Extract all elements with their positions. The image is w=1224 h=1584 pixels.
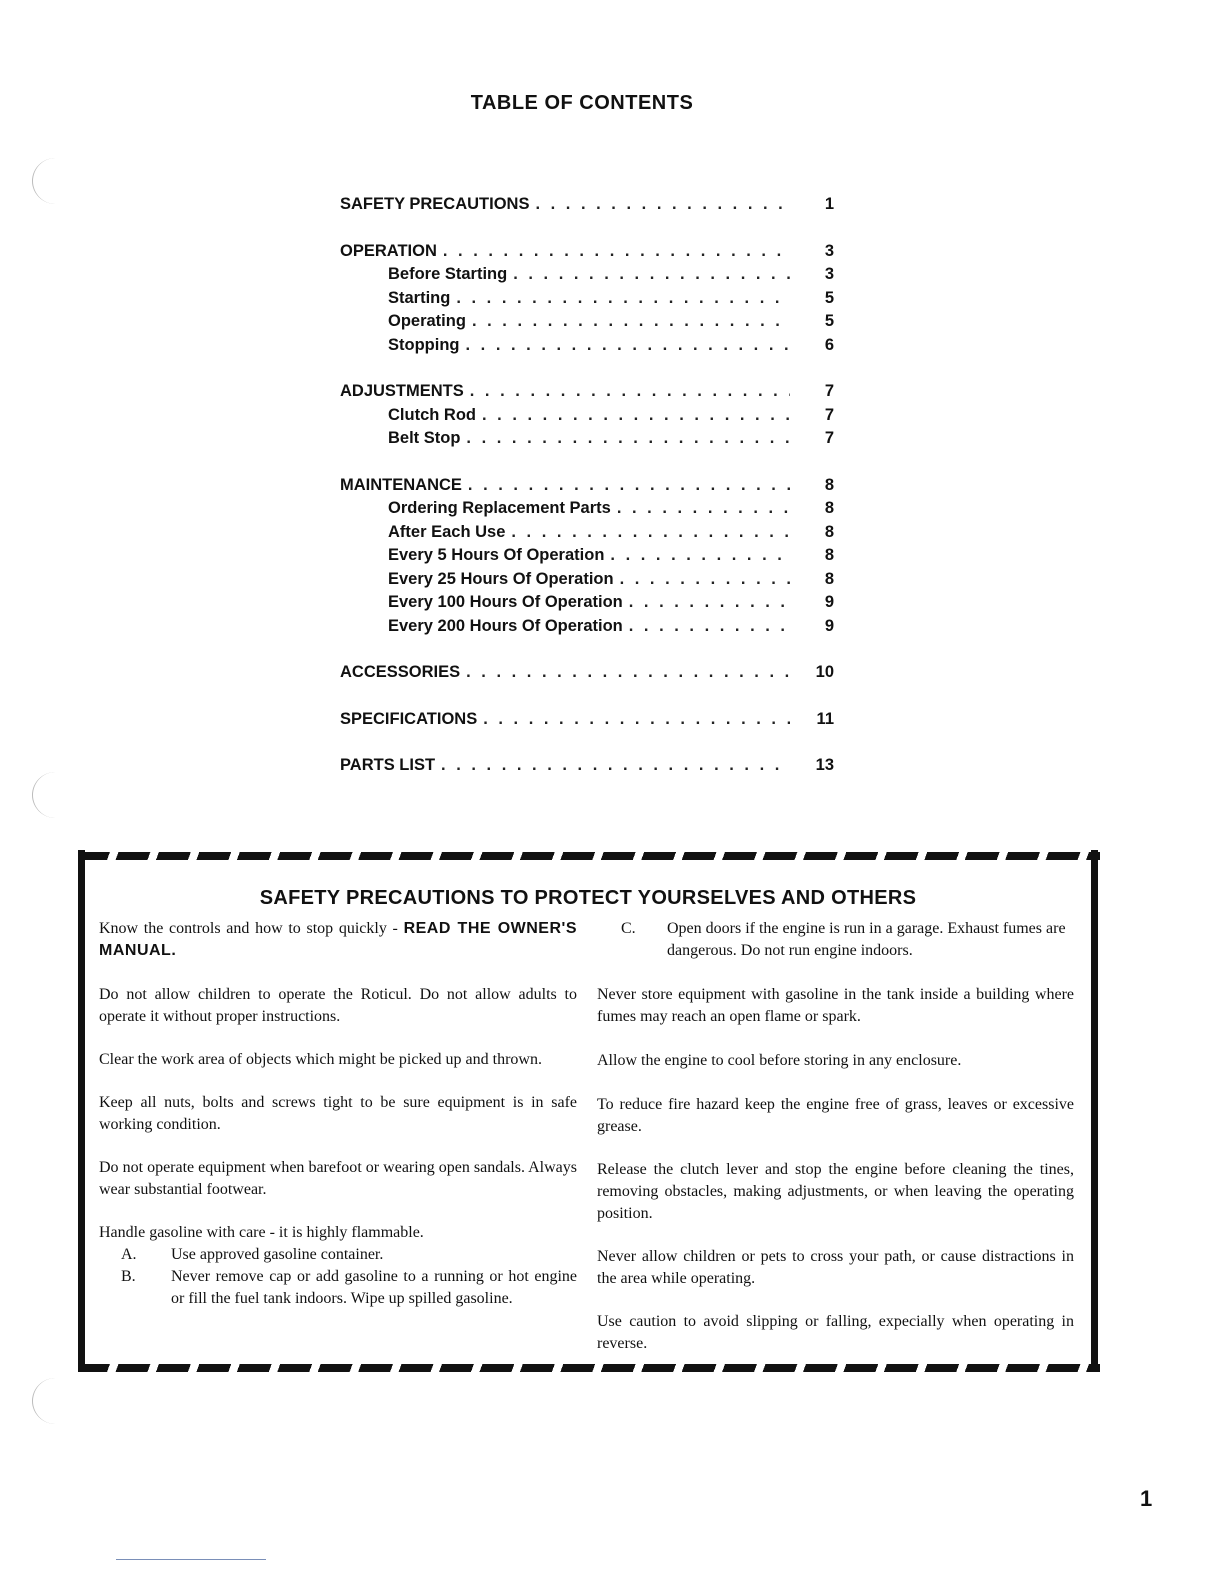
toc-label: Every 25 Hours Of Operation	[388, 569, 614, 588]
toc-leader	[482, 406, 790, 425]
toc-leader	[468, 476, 790, 495]
punch-hole-bottom	[32, 1378, 79, 1424]
toc-page: 11	[816, 709, 834, 728]
toc-label: ADJUSTMENTS	[340, 382, 464, 400]
toc-label: PARTS LIST	[340, 756, 436, 774]
toc-label: Operating	[388, 312, 466, 330]
toc-label: Before Starting	[388, 265, 508, 283]
toc-page: 3	[824, 265, 834, 283]
warning-stripe-bottom	[78, 1364, 1100, 1372]
sub-item-marker: C.	[621, 920, 636, 937]
safety-item: Allow the engine to cool before storing in any enclosure.	[597, 1052, 962, 1069]
toc-label: Every 5 Hours Of Operation	[388, 546, 605, 564]
toc-label: Every 200 Hours Of Operation	[388, 616, 623, 635]
toc-entry	[340, 265, 840, 289]
toc-page: 9	[824, 593, 834, 611]
toc-entry	[340, 570, 840, 594]
toc-entry	[340, 242, 840, 266]
safety-title: SAFETY PRECAUTIONS TO PROTECT YOURSELVES AND OTHERS	[259, 887, 917, 909]
toc-page: 13	[815, 756, 834, 774]
safety-item: Use caution to avoid slipping or falling, expecially when operating in reverse.	[597, 1313, 1074, 1352]
toc-leader	[466, 429, 790, 448]
safety-text: Know the controls and how to stop quickly -	[99, 920, 404, 937]
toc-label: SAFETY PRECAUTIONS	[340, 195, 530, 213]
toc-label: Ordering Replacement Parts	[388, 499, 611, 517]
toc-entry	[340, 523, 840, 547]
toc-leader	[620, 570, 790, 589]
sub-item-text: Never remove cap or add gasoline to a running or hot engine or fill the fuel tank indoors. Wipe up spilled gasoline.	[171, 1268, 577, 1307]
toc-page: 7	[824, 429, 834, 447]
toc-entry	[340, 336, 840, 360]
toc-page: 3	[824, 241, 834, 260]
safety-item: Clear the work area of objects which might be picked up and thrown.	[99, 1051, 542, 1068]
toc-page: 7	[824, 382, 834, 400]
read-manual-emphasis: READ THE OWNER'S MANUAL.	[99, 920, 578, 959]
toc-entry	[340, 406, 840, 430]
safety-item: Release the clutch lever and stop the engine before cleaning the tines, removing obstacles, making adjustments, or when leaving the operating position.	[597, 1161, 1074, 1222]
safety-item: Never store equipment with gasoline in the tank inside a building where fumes may reach an open flame or spark.	[597, 986, 1074, 1025]
toc-label: Starting	[388, 288, 451, 307]
safety-item: Do not operate equipment when barefoot or wearing open sandals. Always wear substantial footwear.	[99, 1159, 577, 1198]
toc-page: 7	[824, 405, 834, 424]
toc-label: After Each Use	[388, 522, 506, 541]
safety-item	[99, 918, 577, 962]
toc-page: 8	[824, 499, 834, 517]
toc-entry	[340, 382, 840, 406]
toc-label: OPERATION	[340, 241, 437, 260]
safety-item: To reduce fire hazard keep the engine free of grass, leaves or excessive grease.	[597, 1096, 1074, 1135]
page-number: 1	[1140, 1486, 1153, 1511]
toc-entry	[340, 312, 840, 336]
toc-leader	[513, 265, 790, 284]
toc-page: 8	[824, 569, 834, 588]
toc-label: Every 100 Hours Of Operation	[388, 593, 623, 611]
toc-leader	[441, 756, 790, 775]
punch-hole-top	[32, 158, 79, 204]
table-of-contents	[340, 195, 840, 780]
safety-left-column	[99, 918, 577, 1310]
toc-page: 1	[824, 195, 834, 213]
safety-item: Handle gasoline with care - it is highly flammable.	[99, 1224, 424, 1241]
toc-page: 6	[824, 335, 834, 354]
toc-entry	[340, 710, 840, 734]
toc-label: Clutch Rod	[388, 405, 476, 424]
toc-leader	[629, 617, 790, 636]
toc-leader	[470, 382, 790, 401]
toc-page: 8	[824, 475, 834, 494]
toc-leader	[443, 242, 790, 261]
sub-item-text: Open doors if the engine is run in a garage. Exhaust fumes are dangerous. Do not run engine indoors.	[667, 920, 1066, 959]
toc-label: ACCESSORIES	[340, 663, 461, 681]
toc-entry	[340, 499, 840, 523]
toc-leader	[617, 499, 790, 518]
toc-entry	[340, 593, 840, 617]
safety-item: Do not allow children to operate the Roticul. Do not allow adults to operate it without proper instructions.	[99, 986, 577, 1025]
toc-entry	[340, 663, 840, 687]
toc-entry	[340, 289, 840, 313]
safety-sub-item	[597, 918, 1074, 962]
toc-page: 8	[824, 546, 834, 564]
toc-page: 8	[824, 522, 834, 541]
toc-page: 5	[824, 312, 834, 330]
toc-leader	[465, 336, 790, 355]
toc-label: SPECIFICATIONS	[340, 709, 478, 728]
sub-item-marker: A.	[121, 1246, 137, 1263]
warning-stripe-top	[78, 852, 1100, 860]
toc-leader	[610, 546, 790, 565]
punch-hole-middle	[32, 772, 79, 818]
toc-leader	[511, 523, 790, 542]
toc-entry	[340, 195, 840, 219]
toc-leader	[483, 710, 790, 729]
toc-leader	[629, 593, 790, 612]
safety-sub-item	[99, 1244, 577, 1266]
toc-entry	[340, 476, 840, 500]
toc-entry	[340, 546, 840, 570]
toc-leader	[466, 663, 790, 682]
sub-item-text: Use approved gasoline container.	[171, 1246, 384, 1263]
toc-label: MAINTENANCE	[340, 475, 462, 494]
toc-page: 9	[824, 616, 834, 635]
safety-item: Never allow children or pets to cross your path, or cause distractions in the area while operating.	[597, 1248, 1074, 1287]
sub-item-marker: B.	[121, 1268, 136, 1285]
toc-entry	[340, 617, 840, 641]
page-title: TABLE OF CONTENTS	[470, 92, 694, 114]
toc-leader	[535, 195, 790, 214]
toc-label: Stopping	[388, 335, 460, 354]
toc-page: 10	[815, 663, 834, 681]
toc-leader	[456, 289, 790, 308]
toc-entry	[340, 756, 840, 780]
safety-item: Keep all nuts, bolts and screws tight to be sure equipment is in safe working condition.	[99, 1094, 577, 1133]
safety-sub-item	[99, 1266, 577, 1310]
footer-rule	[116, 1559, 266, 1560]
toc-page: 5	[824, 288, 834, 307]
toc-leader	[472, 312, 790, 331]
toc-entry	[340, 429, 840, 453]
toc-label: Belt Stop	[388, 429, 461, 447]
safety-right-column	[597, 918, 1074, 1355]
